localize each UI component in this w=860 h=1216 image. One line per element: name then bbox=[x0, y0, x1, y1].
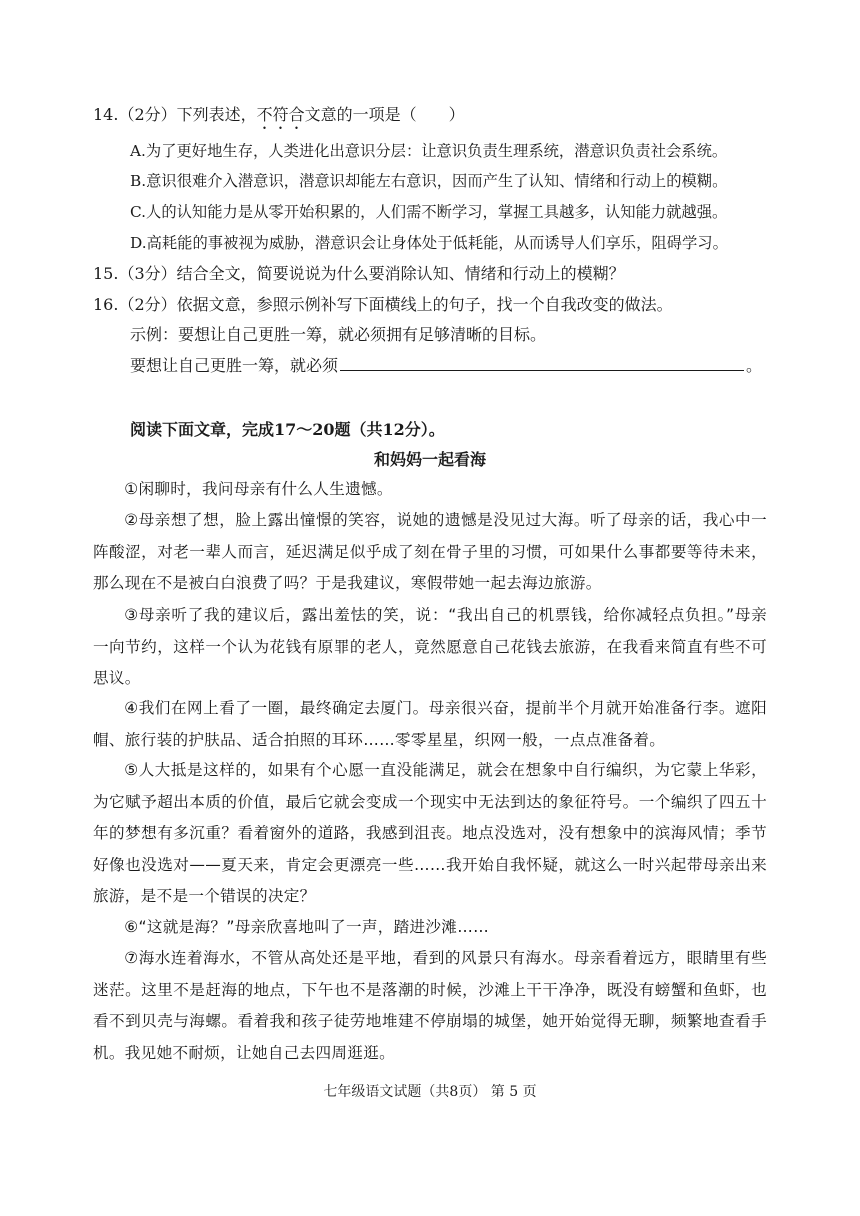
article-paragraph-6: ⑥“这就是海？”母亲欣喜地叫了一声，踏进沙滩…… bbox=[124, 918, 489, 936]
question-16: 16.（2分）依据文意，参照示例补写下面横线上的句子，找一个自我改变的做法。 bbox=[93, 295, 673, 314]
page-footer: 七年级语文试题（共8页） 第 5 页 bbox=[323, 1084, 537, 1100]
question-15: 15.（3分）结合全文，简要说说为什么要消除认知、情绪和行动上的模糊？ bbox=[93, 264, 625, 283]
question-16-fill-prefix: 要想让自己更胜一筹，就必须 bbox=[130, 356, 339, 375]
question-14-suffix: 文意的一项是（ ） bbox=[304, 105, 465, 124]
question-14-prefix: 14.（2分）下列表述， bbox=[93, 105, 257, 124]
article-title: 和妈妈一起看海 bbox=[373, 450, 486, 469]
question-16-example: 示例：要想让自己更胜一筹，就必须拥有足够清晰的目标。 bbox=[130, 325, 547, 344]
question-14-emphasis: 不符合 bbox=[256, 105, 305, 124]
article-paragraph-1: ①闲聊时，我问母亲有什么人生遗憾。 bbox=[124, 480, 393, 498]
article-paragraph-3: ③母亲听了我的建议后，露出羞怯的笑，说：“我出自己的机票钱，给你减轻点负担。”母亲一向节约，这样一个认为花钱有原罪的老人，竟然愿意自己花钱去旅游，在我看来简直有些不可思议。 bbox=[93, 606, 767, 687]
article-paragraph-2: ②母亲想了想，脸上露出憧憬的笑容，说她的遗憾是没见过大海。听了母亲的话，我心中一阵酸涩，对老一辈人而言，延迟满足似乎成了刻在骨子里的习惯，可如果什么事都要等待未来，那么现在不是被白白浪费了吗？于是我建议，寒假带她一起去海边旅游。 bbox=[93, 511, 767, 592]
article-paragraph-7: ⑦海水连着海水，不管从高处还是平地，看到的风景只有海水。母亲看着远方，眼睛里有些迷茫。这里不是赶海的地点，下午也不是落潮的时候，沙滩上干干净净，既没有螃蟹和鱼虾，也看不到贝壳与海螺。看着我和孩子徒劳地堆建不停崩塌的城堡，她开始觉得无聊，频繁地查看手机。我见她不耐烦，让她自己去四周逛逛。 bbox=[93, 949, 767, 1062]
question-14-option-b: B.意识很难介入潜意识，潜意识却能左右意识，因而产生了认知、情绪和行动上的模糊。 bbox=[130, 172, 728, 190]
question-14 bbox=[93, 101, 773, 133]
question-16-fill-suffix: 。 bbox=[746, 356, 763, 375]
question-16-fill bbox=[130, 352, 810, 380]
article-paragraph-4: ④我们在网上看了一圈，最终确定去厦门。母亲很兴奋，提前半个月就开始准备行李。遮阳帽、旅行装的护肤品、适合拍照的耳环……零零星星，织网一般，一点点准备着。 bbox=[93, 699, 767, 749]
question-14-option-d: D.高耗能的事被视为威胁，潜意识会让身体处于低耗能，从而诱导人们享乐，阻碍学习。 bbox=[130, 234, 728, 252]
reading-instruction: 阅读下面文章，完成17～20题（共12分）。 bbox=[130, 420, 445, 439]
question-14-option-c: C.人的认知能力是从零开始积累的，人们需不断学习，掌握工具越多，认知能力就越强。 bbox=[130, 203, 728, 221]
answer-blank-line[interactable] bbox=[340, 352, 744, 371]
article-paragraph-5: ⑤人大抵是这样的，如果有个心愿一直没能满足，就会在想象中自行编织，为它蒙上华彩，为它赋予超出本质的价值，最后它就会变成一个现实中无法到达的象征符号。一个编织了四五十年的梦想有多沉重？看着窗外的道路，我感到沮丧。地点没选对，没有想象中的滨海风情；季节好像也没选对——夏天来，肯定会更漂亮一些……我开始自我怀疑，就这么一时兴起带母亲出来旅游，是不是一个错误的决定？ bbox=[93, 761, 767, 905]
question-14-option-a: A.为了更好地生存，人类进化出意识分层：让意识负责生理系统，潜意识负责社会系统。 bbox=[130, 142, 728, 160]
